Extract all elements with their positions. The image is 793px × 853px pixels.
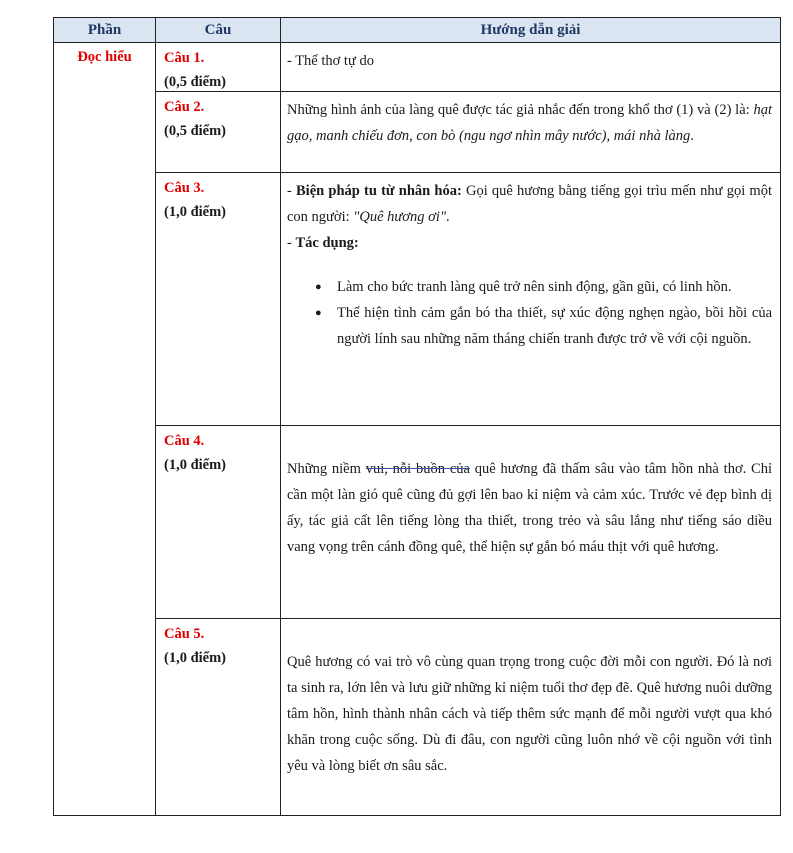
header-question: Câu [156,18,281,43]
q5-score: (1,0 điểm) [164,650,227,666]
part-label: Đọc hiểu [54,43,156,816]
q2-answer: Những hình ảnh của làng quê được tác giả nhắc đến trong khổ thơ (1) và (2) là: hạt gạo, manh chiếu đơn, con bò (ngu ngơ nhìn mây nước), mái nhà làng. [287,102,772,144]
q3-technique: - Biện pháp tu từ nhân hóa: Gọi quê hương bằng tiếng gọi trìu mến như gọi một con người: "Quê hương ơi". [287,183,772,225]
q2-title: Câu 2. [164,99,205,115]
bullet-icon: ● [315,281,322,293]
header-row [54,18,781,43]
list-item: ● Thể hiện tình cảm gắn bó tha thiết, sự xúc động nghẹn ngào, bồi hồi của người lính sau những năm tháng chiến tranh được trở về với cội nguồn. [337,300,772,352]
q1-score: (0,5 điểm) [164,74,227,90]
answer-table [53,17,781,816]
q4-answer: Những niềm vui, nỗi buồn của quê hương đã thấm sâu vào tâm hồn nhà thơ. Chỉ cần một làn gió quê cũng đủ gợi lên bao kỉ niệm và cảm xúc. Trước vẻ đẹp bình dị ấy, tác giả cất lên tiếng lòng tha thiết, trong trẻo và sâu lắng như tiếng sáo diều vang vọng trên cánh đồng quê, thể hiện sự gắn bó máu thịt với quê hương. [287,461,772,555]
q2-score: (0,5 điểm) [164,123,227,139]
table-row-q3 [54,173,781,426]
q5-answer: Quê hương có vai trò vô cùng quan trọng trong cuộc đời mỗi con người. Đó là nơi ta sinh ra, lớn lên và lưu giữ những kỉ niệm tuổi thơ đẹp đẽ. Quê hương nuôi dưỡng tâm hồn, hình thành nhân cách và tiếp thêm sức mạnh để mỗi người vượt qua khó khăn trong cuộc sống. Dù đi đâu, con người cũng luôn nhớ về cội nguồn với tình yêu và lòng biết ơn sâu sắc. [287,654,772,774]
header-part: Phần [54,18,156,43]
q4-score: (1,0 điểm) [164,457,227,473]
table-row-q5 [54,619,781,816]
q5-title: Câu 5. [164,626,205,642]
q1-title: Câu 1. [164,50,205,66]
table-row-q4 [54,426,781,619]
table-row-q2 [54,92,781,173]
q1-answer: - Thể thơ tự do [287,53,374,69]
header-guide: Hướng dẫn giải [281,18,781,43]
q3-effects-list [287,274,772,352]
q3-title: Câu 3. [164,180,205,196]
table-row-q1 [54,43,781,92]
q4-title: Câu 4. [164,433,205,449]
q3-score: (1,0 điểm) [164,204,227,220]
bullet-icon: ● [315,307,322,319]
list-item: ● Làm cho bức tranh làng quê trở nên sinh động, gần gũi, có linh hồn. [337,274,772,300]
q3-effect-heading: - Tác dụng: [287,235,359,251]
